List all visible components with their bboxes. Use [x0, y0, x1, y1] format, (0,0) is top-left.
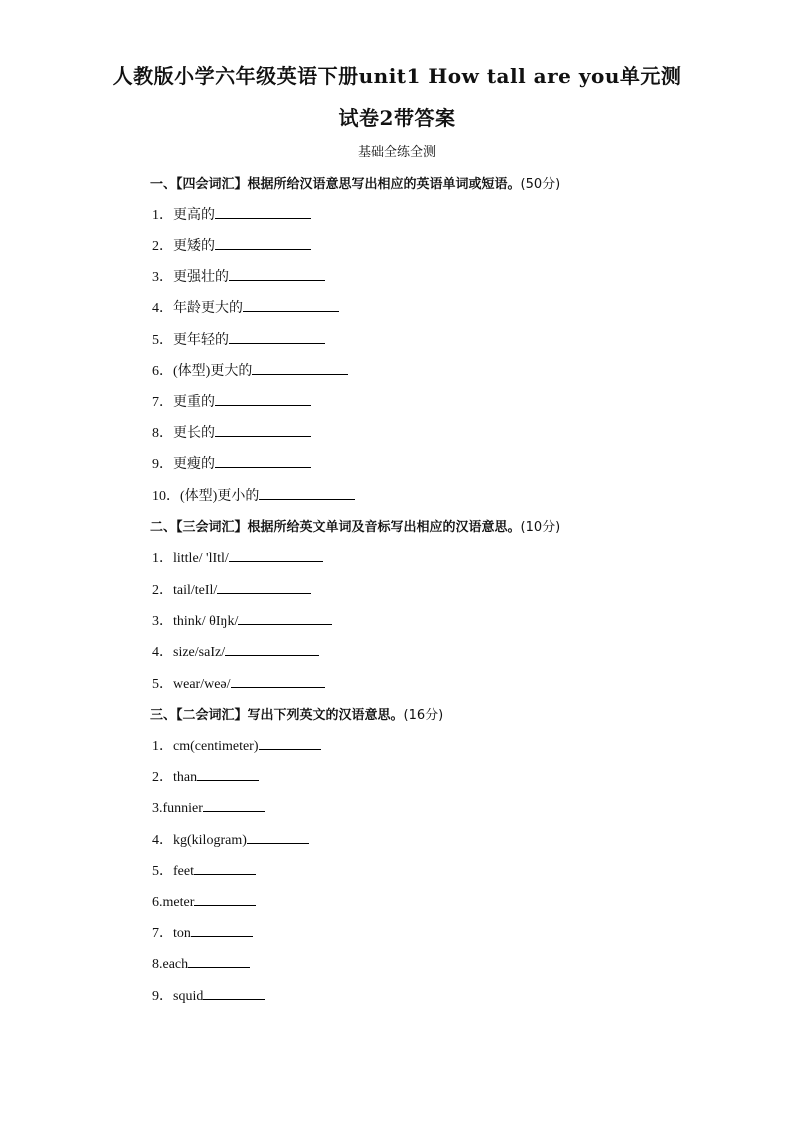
section-1-heading-text: 一、【四会词汇】根据所给汉语意思写出相应的英语单词或短语。 [150, 177, 521, 192]
answer-blank[interactable] [259, 735, 321, 750]
question-text: 3．think/ θIŋk/ [152, 614, 239, 629]
question-text: 2．更矮的 [152, 239, 215, 254]
question-item [152, 485, 355, 505]
question-item [152, 985, 265, 1005]
question-item [152, 266, 325, 286]
question-text: 5．feet [152, 864, 194, 879]
answer-blank[interactable] [238, 610, 332, 625]
answer-blank[interactable] [247, 829, 309, 844]
answer-blank[interactable] [191, 922, 253, 937]
answer-blank[interactable] [215, 391, 311, 406]
question-text: 8．更长的 [152, 426, 215, 441]
answer-blank[interactable] [229, 329, 325, 344]
question-item [152, 204, 311, 224]
question-text: 6．(体型)更大的 [152, 364, 253, 379]
question-text: 7．ton [152, 926, 191, 941]
question-item [152, 579, 311, 599]
question-item [152, 673, 325, 693]
question-item [152, 797, 265, 817]
question-item [152, 953, 250, 973]
question-item [152, 360, 348, 380]
section-1-points: (50分) [520, 177, 561, 192]
answer-blank[interactable] [217, 579, 311, 594]
question-text: 2．tail/teIl/ [152, 583, 218, 598]
question-text: 6.meter [152, 895, 195, 910]
answer-blank[interactable] [243, 297, 339, 312]
question-item [152, 766, 259, 786]
question-text: 4．kg(kilogram) [152, 833, 247, 848]
question-item [152, 391, 311, 411]
answer-blank[interactable] [229, 547, 323, 562]
answer-blank[interactable] [215, 204, 311, 219]
section-2-points: (10分) [520, 520, 561, 535]
question-text: 1．cm(centimeter) [152, 739, 259, 754]
answer-blank[interactable] [197, 766, 259, 781]
answer-blank[interactable] [203, 985, 265, 1000]
section-2-heading-text: 二、【三会词汇】根据所给英文单词及音标写出相应的汉语意思。 [150, 520, 521, 535]
question-item [152, 860, 256, 880]
question-item [152, 297, 339, 317]
question-text: 4．size/saIz/ [152, 645, 226, 660]
question-item [152, 610, 332, 630]
question-item [152, 235, 311, 255]
question-item [152, 641, 319, 661]
section-3-heading [150, 704, 443, 723]
section-3-points: (16分) [403, 708, 444, 723]
question-text: 9．更瘦的 [152, 457, 215, 472]
document-title-line-2: 试卷2带答案 [338, 106, 456, 130]
answer-blank[interactable] [215, 453, 311, 468]
answer-blank[interactable] [231, 673, 325, 688]
answer-blank[interactable] [194, 860, 256, 875]
question-item [152, 891, 256, 911]
question-text: 1．little/ 'lItl/ [152, 551, 229, 566]
answer-blank[interactable] [252, 360, 348, 375]
question-item [152, 922, 253, 942]
section-3-heading-text: 三、【二会词汇】写出下列英文的汉语意思。 [150, 708, 404, 723]
section-1-heading [150, 173, 560, 192]
document-subtitle: 基础全练全测 [357, 145, 436, 160]
question-item [152, 329, 325, 349]
question-text: 9．squid [152, 989, 204, 1004]
document-title-line-1: 人教版小学六年级英语下册unit1 How tall are you单元测 [112, 64, 682, 88]
section-2-heading [150, 516, 560, 535]
question-text: 2．than [152, 770, 198, 785]
answer-blank[interactable] [259, 485, 355, 500]
answer-blank[interactable] [215, 422, 311, 437]
answer-blank[interactable] [203, 797, 265, 812]
question-text: 5．更年轻的 [152, 333, 229, 348]
question-item [152, 735, 321, 755]
question-item [152, 422, 311, 442]
question-text: 7．更重的 [152, 395, 215, 410]
question-text: 8.each [152, 957, 189, 972]
answer-blank[interactable] [194, 891, 256, 906]
question-item [152, 453, 311, 473]
answer-blank[interactable] [188, 953, 250, 968]
question-text: 3.funnier [152, 801, 203, 816]
question-text: 5．wear/weə/ [152, 677, 231, 692]
question-text: 4．年龄更大的 [152, 301, 243, 316]
question-text: 10．(体型)更小的 [152, 489, 260, 504]
answer-blank[interactable] [229, 266, 325, 281]
question-text: 3．更强壮的 [152, 270, 229, 285]
question-item [152, 829, 309, 849]
question-item [152, 547, 323, 567]
answer-blank[interactable] [215, 235, 311, 250]
answer-blank[interactable] [225, 641, 319, 656]
question-text: 1．更高的 [152, 208, 215, 223]
